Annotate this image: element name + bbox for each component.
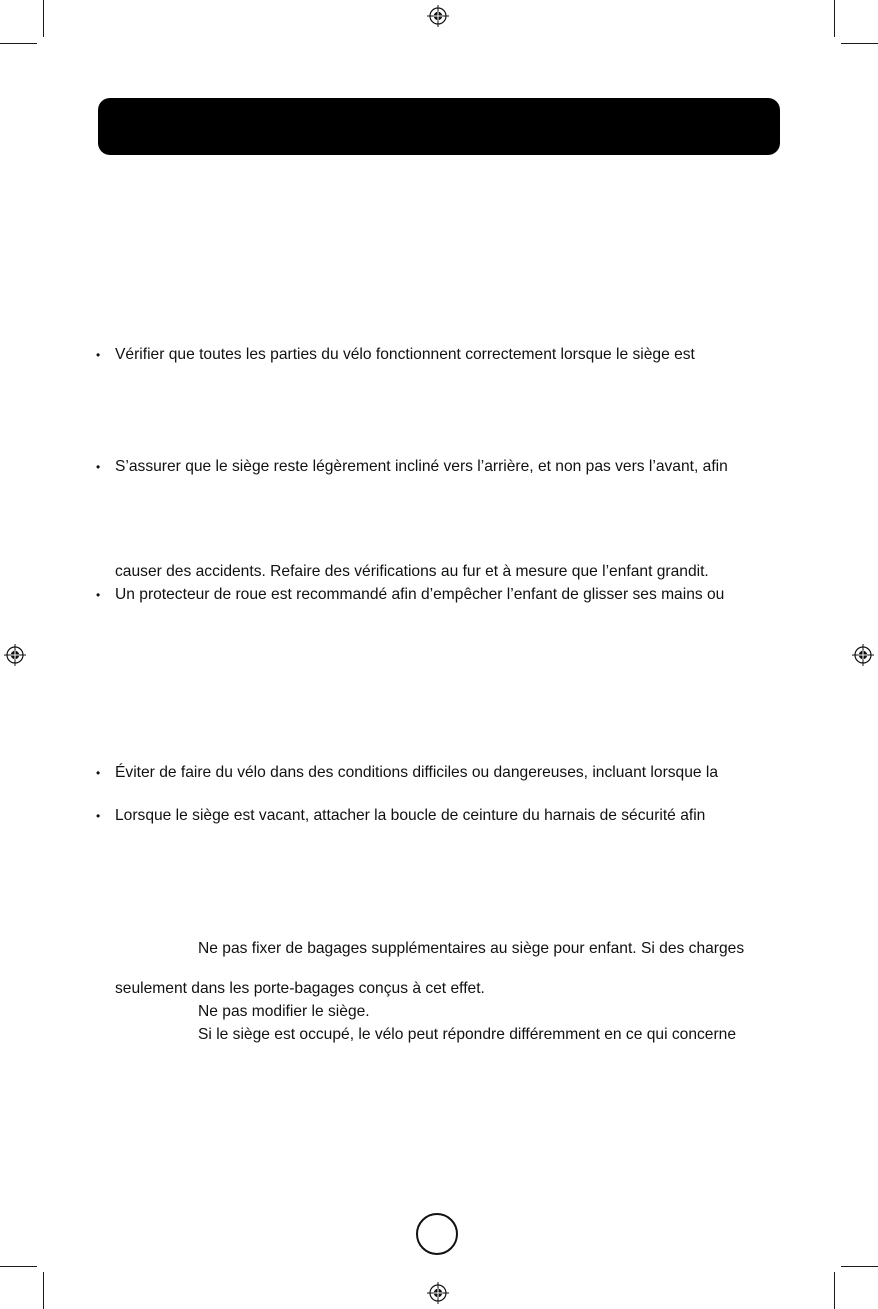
registration-mark-icon (427, 5, 449, 27)
page-number-circle (416, 1213, 458, 1255)
paragraph-line: seulement dans les porte-bagages conçus à cet effet. (115, 980, 485, 997)
registration-mark-icon (4, 644, 26, 666)
paragraph-line: Un protecteur de roue est recommandé afin d’empêcher l’enfant de glisser ses mains ou (115, 586, 725, 603)
crop-mark (841, 43, 878, 44)
paragraph-line: Lorsque le siège est vacant, attacher la boucle de ceinture du harnais de sécurité afin (115, 807, 706, 824)
crop-mark (43, 1272, 44, 1309)
bullet: • (96, 766, 101, 780)
paragraph-line: causer des accidents. Refaire des vérifications au fur et à mesure que l’enfant grandit. (115, 563, 709, 580)
crop-mark (834, 0, 835, 37)
paragraph-line: Ne pas modifier le siège. (198, 1003, 370, 1020)
paragraph-line: Vérifier que toutes les parties du vélo fonctionnent correctement lorsque le siège est (115, 346, 695, 363)
paragraph-line: Éviter de faire du vélo dans des conditions difficiles ou dangereuses, incluant lorsque la (115, 764, 719, 781)
paragraph-line: Ne pas fixer de bagages supplémentaires au siège pour enfant. Si des charges (198, 940, 745, 957)
bullet: • (96, 588, 101, 602)
section-header-bar (98, 98, 780, 155)
bullet: • (96, 460, 101, 474)
crop-mark (43, 0, 44, 37)
crop-mark (0, 43, 37, 44)
registration-mark-icon (427, 1282, 449, 1304)
crop-mark (0, 1266, 37, 1267)
bullet: • (96, 348, 101, 362)
paragraph-line: S’assurer que le siège reste légèrement incliné vers l’arrière, et non pas vers l’avant, afin (115, 458, 728, 475)
paragraph-line: Si le siège est occupé, le vélo peut répondre différemment en ce qui concerne (198, 1026, 737, 1043)
bullet: • (96, 809, 101, 823)
crop-mark (834, 1272, 835, 1309)
crop-mark (841, 1266, 878, 1267)
registration-mark-icon (852, 644, 874, 666)
